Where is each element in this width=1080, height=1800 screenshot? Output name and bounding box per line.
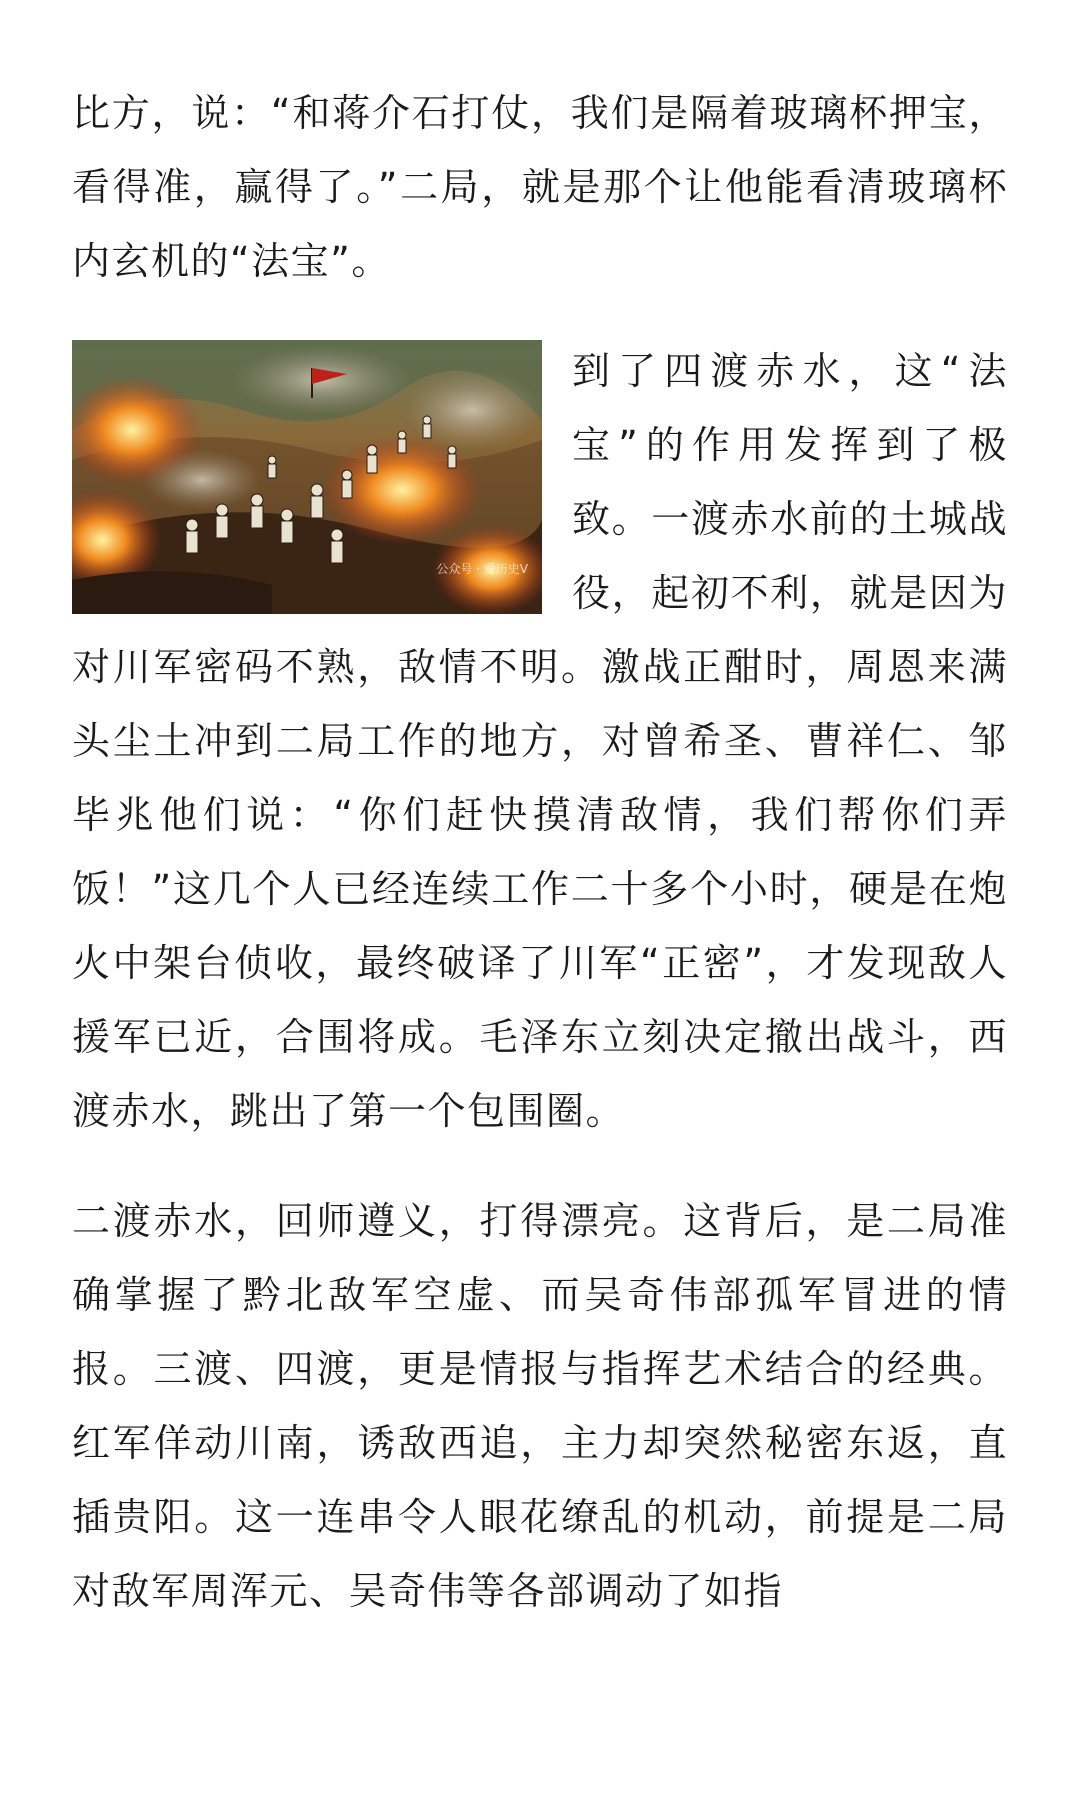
paragraph-2-with-image	[72, 334, 1008, 1148]
battle-painting-image	[72, 340, 542, 614]
paragraph-3: 二渡赤水，回师遵义，打得漂亮。这背后，是二局准确掌握了黔北敌军空虚、而吴奇伟部孤军冒进的情报。三渡、四渡，更是情报与指挥艺术结合的经典。红军佯动川南，诱敌西追，主力却突然秘密东返，直插贵阳。这一连串令人眼花缭乱的机动，前提是二局对敌军周浑元、吴奇伟等各部调动了如指	[72, 1199, 1008, 1613]
paragraph-2-text: 到了四渡赤水，这“法宝”的作用发挥到了极致。一渡赤水前的土城战役，起初不利，就是因为对川军密码不熟，敌情不明。激战正酣时，周恩来满头尘土冲到二局工作的地方，对曾希圣、曹祥仁、邹毕兆他们说：“你们赶快摸清敌情，我们帮你们弄饭！”这几个人已经连续工作二十多个小时，硬是在炮火中架台侦收，最终破译了川军“正密”，才发现敌人援军已近，合围将成。毛泽东立刻决定撤出战斗，西渡赤水，跳出了第一个包围圈。	[72, 349, 1008, 1133]
image-watermark: 公众号 · 爱历史V	[436, 562, 528, 576]
paragraph-1: 比方，说：“和蒋介石打仗，我们是隔着玻璃杯押宝，看得准，赢得了。”二局，就是那个让他能看清玻璃杯内玄机的“法宝”。	[72, 91, 1008, 283]
